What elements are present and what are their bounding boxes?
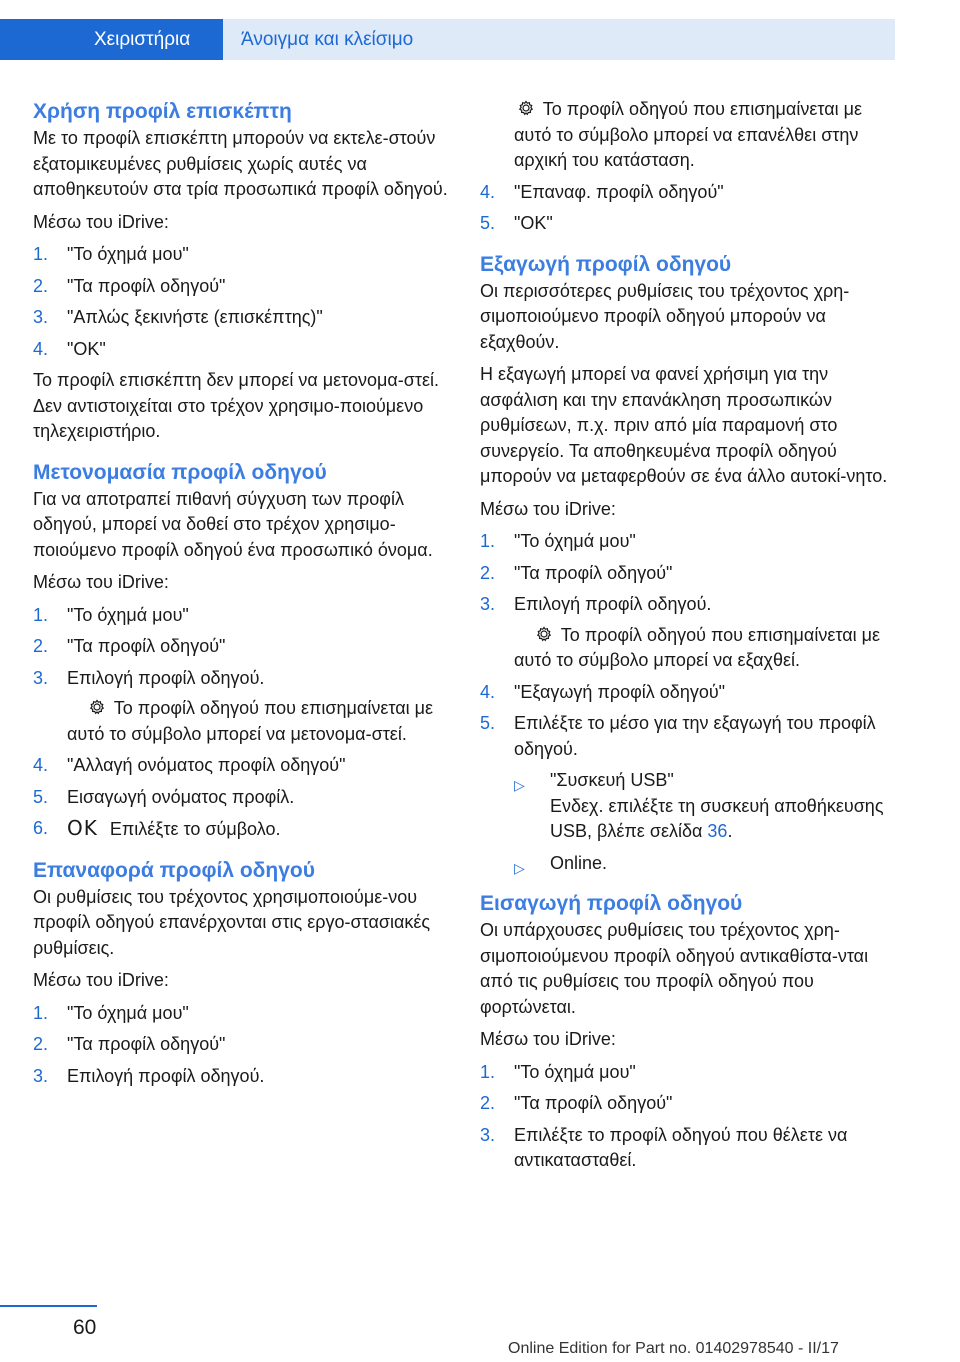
paragraph: Οι υπάρχουσες ρυθμίσεις του τρέχοντος χρη-σιμοποιούμενου προφίλ οδηγού αντικαθίστα-νται από τις ρυθμίσεις του προφίλ οδηγού που φορτώνεται. [480,920,869,1017]
list-item [480,529,900,555]
paragraph: Μέσω του iDrive: [480,1029,616,1049]
note-text: Το προφίλ οδηγού που επισημαίνεται με αυτό το σύμβολο μπορεί να επανέλθει στην αρχική του κατάσταση. [514,99,862,170]
list-item [33,666,453,692]
list-item [480,1091,900,1117]
paragraph: Μέσω του iDrive: [33,572,169,592]
sub-item [480,851,900,877]
step-number: 3. [33,667,49,688]
list-item [33,785,453,811]
section-title: Εξαγωγή προφίλ οδηγού [480,252,732,276]
list-item [480,680,900,706]
list-item [33,337,453,363]
paragraph: Μέσω του iDrive: [480,498,616,519]
step-text: "Το όχημά μου" [67,604,189,625]
step-number: 2. [33,275,49,296]
paragraph: Μέσω του iDrive: [33,970,169,990]
step-text: "Τα προφίλ οδηγού" [67,275,226,296]
page-number: 60 [73,1316,97,1339]
step-text: "Το όχημά μου" [67,244,189,264]
list-item [33,816,453,843]
gear-icon [532,625,556,643]
step-text: "Το όχημά μου" [514,1061,636,1082]
tab-controls-label: Χειριστήρια [94,29,191,50]
edition-footer: Online Edition for Part no. 01402978540 - II/17 [508,1340,839,1357]
paragraph: Μέσω του iDrive: [33,211,169,232]
paragraph: Για να αποτραπεί πιθανή σύγχυση των προφίλ οδηγού, μπορεί να δοθεί στο τρέχον χρησιμο-ποιούμενο προφίλ οδηγού ένα προσωπικό όνομα. [33,488,433,560]
list-item [33,1032,453,1058]
step-text: "Απλώς ξεκινήστε (επισκέπτης)" [67,307,323,327]
note-text: Το προφίλ οδηγού που επισημαίνεται με αυτό το σύμβολο μπορεί να εξαχθεί. [514,624,880,670]
step-number: 2. [33,636,49,656]
paragraph: Οι ρυθμίσεις του τρέχοντος χρησιμοποιούμε-νου προφίλ οδηγού επανέρχονται στις εργο-στασιακές ρυθμίσεις. [33,886,431,958]
section-export-profile [480,251,900,877]
note [480,623,900,674]
steps-list [33,242,453,362]
triangle-right-icon: ▷ [514,859,525,876]
step-number: 1. [33,604,49,625]
list-item [480,592,900,618]
section-title: Επαναφορά προφίλ οδηγού [33,858,315,882]
list-item [33,242,453,268]
list-item [33,1001,453,1027]
step-number: 3. [33,1065,49,1086]
sub-item-detail-text: Ενδεχ. επιλέξτε τη συσκευή αποθήκευσης USB, βλέπε σελίδα [550,795,884,841]
footer-rule [0,1305,97,1307]
paragraph: Οι περισσότερες ρυθμίσεις του τρέχοντος χρη-σιμοποιούμενο προφίλ οδηγού μπορούν να εξαχθούν. [480,280,850,352]
step-text: Επιλογή προφίλ οδηγού. [67,1065,265,1086]
page-header [0,0,960,64]
step-text: Επιλογή προφίλ οδηγού. [514,594,712,614]
step-text: "OK" [514,213,553,233]
section-title: Χρήση προφίλ επισκέπτη [33,100,292,123]
tab-opening-closing[interactable] [223,19,895,60]
step-number: 4. [480,181,496,202]
paragraph: Το προφίλ επισκέπτη δεν μπορεί να μετονομα-στεί. Δεν αντιστοιχείται στο τρέχον χρησιμο-ποιούμενο τηλεχειριστήριο. [33,370,440,441]
steps-list [480,680,900,763]
step-number: 3. [33,307,49,327]
step-text: Επιλέξτε το σύμβολο. [109,819,281,839]
step-text: Επιλέξτε το μέσο για την εξαγωγή του προφίλ οδηγού. [514,713,876,759]
triangle-right-icon: ▷ [514,777,525,793]
step-text: "Τα προφίλ οδηγού" [514,562,673,583]
list-item [33,1064,453,1090]
step-text: "Τα προφίλ οδηγού" [514,1093,673,1113]
steps-list [33,603,453,692]
section-title: Εισαγωγή προφίλ οδηγού [480,892,743,915]
step-number: 3. [480,1124,496,1145]
gear-icon [514,99,538,117]
list-item [480,211,900,237]
list-item [33,634,453,660]
list-item [33,274,453,300]
section-title: Μετονομασία προφίλ οδηγού [33,460,327,484]
paragraph: Με το προφίλ επισκέπτη μπορούν να εκτελε-στούν εξατομικευμένες ρυθμίσεις χωρίς αυτές να αποθηκευτούν στα τρία προσωπικά προφίλ οδηγού. [33,128,448,199]
steps-list [33,1001,453,1090]
step-number: 1. [480,531,496,551]
step-number: 1. [480,1061,496,1082]
note [480,97,900,174]
list-item [480,711,900,762]
step-text: "OK" [67,338,106,359]
step-number: 1. [33,1002,49,1023]
gear-icon [85,698,109,716]
step-text: "Αλλαγή ονόματος προφίλ οδηγού" [67,755,346,775]
step-text: "Επαναφ. προφίλ οδηγού" [514,181,724,202]
step-text: "Τα προφίλ οδηγού" [67,636,226,656]
ok-icon: OK [67,816,98,840]
step-text: Εισαγωγή ονόματος προφίλ. [67,786,295,807]
step-number: 6. [33,818,49,838]
steps-list [480,180,900,237]
step-text: "Το όχημά μου" [67,1002,189,1023]
step-number: 2. [480,562,496,583]
step-text: "Το όχημά μου" [514,531,636,551]
step-number: 5. [33,786,49,807]
step-text: Επιλογή προφίλ οδηγού. [67,667,265,688]
step-text: Επιλέξτε το προφίλ οδηγού που θέλετε να αντικατασταθεί. [514,1124,848,1170]
list-item [480,1123,900,1174]
step-number: 5. [480,213,496,233]
tab-opening-closing-label: Άνοιγμα και κλείσιμο [241,29,414,50]
paragraph: Η εξαγωγή μπορεί να φανεί χρήσιμη για την ασφάλιση και την επανάκληση προσωπικών ρυθμίσεων, π.χ. πριν από μία παραμονή στο συνεργείο. Τα αποθηκευμένα προφίλ οδηγού μπορούν να μεταφερθούν σε ένα άλλο αυτοκί-νητο. [480,364,888,486]
section-guest-profile [33,98,453,445]
right-column [480,98,900,1180]
sub-item-text: Online. [550,852,608,873]
section-rename-profile [33,459,453,843]
sub-item-detail: Ενδεχ. επιλέξτε τη συσκευή αποθήκευσης USB, βλέπε σελίδα 36. [550,795,884,841]
page-link[interactable]: 36 [707,821,728,841]
list-item [480,180,900,206]
tab-controls[interactable] [0,19,223,60]
step-text: "Εξαγωγή προφίλ οδηγού" [514,681,726,702]
sub-item-text: "Συσκευή USB" [550,770,674,790]
step-number: 3. [480,594,496,614]
section-import-profile [480,890,900,1174]
list-item [480,561,900,587]
left-column [33,98,453,1095]
step-number: 4. [480,681,496,702]
step-number: 1. [33,244,49,264]
steps-list [480,1060,900,1174]
note-text: Το προφίλ οδηγού που επισημαίνεται με αυτό το σύμβολο μπορεί να μετονομα-στεί. [67,698,433,744]
steps-list [33,753,453,843]
step-number: 4. [33,755,49,775]
note [33,696,453,747]
section-reset-profile [33,857,453,1090]
step-number: 4. [33,338,49,359]
list-item [33,753,453,779]
list-item [480,1060,900,1086]
step-text: "Τα προφίλ οδηγού" [67,1034,226,1054]
step-number: 5. [480,713,496,733]
step-number: 2. [33,1034,49,1054]
step-number: 2. [480,1093,496,1113]
list-item [33,603,453,629]
sub-item [480,768,900,845]
list-item [33,305,453,331]
steps-list [480,529,900,618]
